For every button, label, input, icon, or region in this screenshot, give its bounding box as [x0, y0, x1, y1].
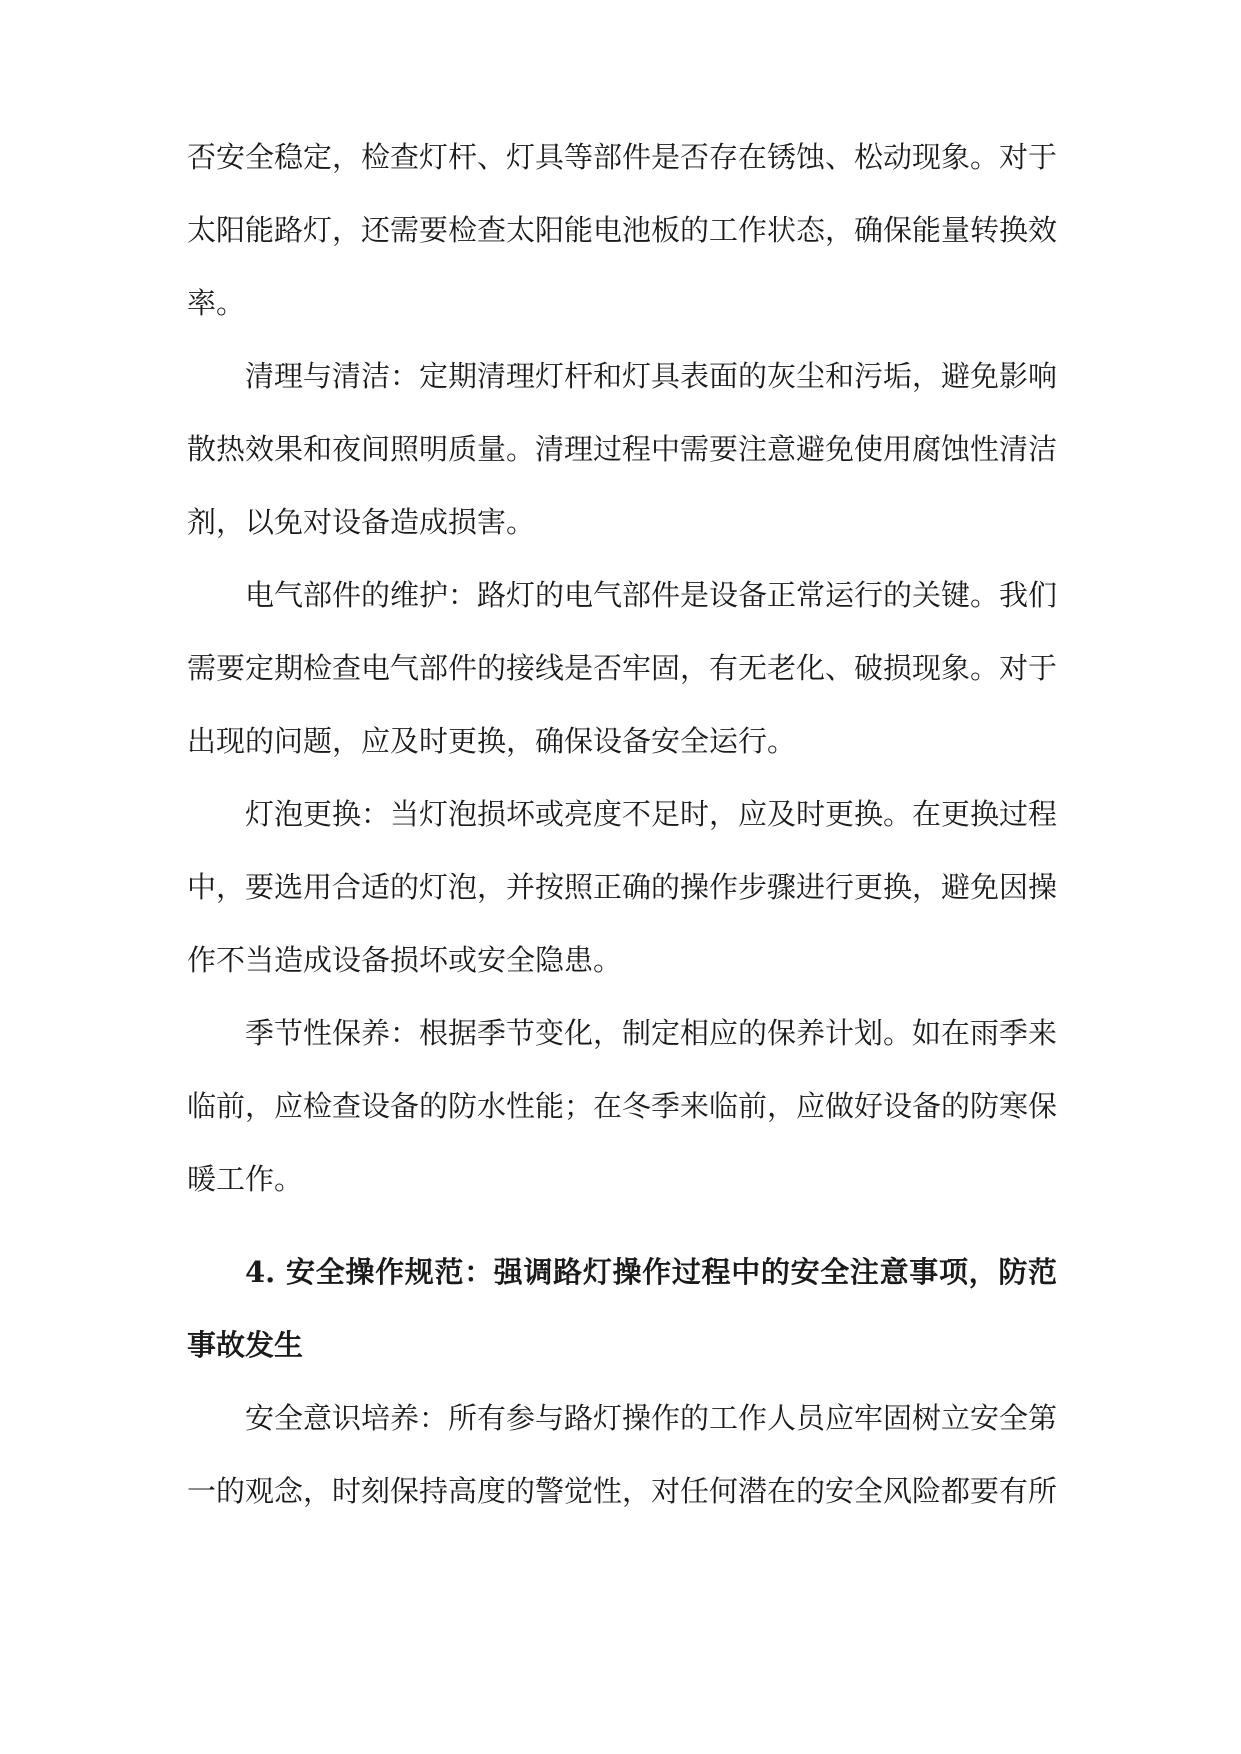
paragraph-4-line-2: 中，要选用合适的灯泡，并按照正确的操作步骤进行更换，避免因操 [187, 870, 1058, 904]
paragraph-3-line-1: 电气部件的维护：路灯的电气部件是设备正常运行的关键。我们 [245, 578, 1058, 612]
paragraph-1-line-3: 率。 [187, 286, 246, 320]
section-heading-line-2: 事故发生 [187, 1328, 304, 1362]
paragraph-3-line-3: 出现的问题，应及时更换，确保设备安全运行。 [187, 724, 797, 758]
paragraph-3-line-2: 需要定期检查电气部件的接线是否牢固，有无老化、破损现象。对于 [187, 651, 1058, 685]
paragraph-6-line-1: 安全意识培养：所有参与路灯操作的工作人员应牢固树立安全第 [245, 1401, 1058, 1435]
paragraph-1-line-1: 否安全稳定，检查灯杆、灯具等部件是否存在锈蚀、松动现象。对于 [187, 140, 1058, 174]
paragraph-5-line-3: 暖工作。 [187, 1162, 304, 1196]
paragraph-5-line-1: 季节性保养：根据季节变化，制定相应的保养计划。如在雨季来 [245, 1016, 1058, 1050]
paragraph-4-line-3: 作不当造成设备损坏或安全隐患。 [187, 943, 623, 977]
paragraph-1-line-2: 太阳能路灯，还需要检查太阳能电池板的工作状态，确保能量转换效 [187, 213, 1058, 247]
paragraph-5-line-2: 临前，应检查设备的防水性能；在冬季来临前，应做好设备的防寒保 [187, 1089, 1058, 1123]
paragraph-6-line-2: 一的观念，时刻保持高度的警觉性，对任何潜在的安全风险都要有所 [187, 1474, 1058, 1508]
paragraph-4-line-1: 灯泡更换：当灯泡损坏或亮度不足时，应及时更换。在更换过程 [245, 797, 1058, 831]
paragraph-2-line-3: 剂，以免对设备造成损害。 [187, 505, 536, 539]
paragraph-2-line-1: 清理与清洁：定期清理灯杆和灯具表面的灰尘和污垢，避免影响 [245, 359, 1058, 393]
section-heading-line-1: 4. 安全操作规范：强调路灯操作过程中的安全注意事项，防范 [245, 1255, 1057, 1289]
paragraph-2-line-2: 散热效果和夜间照明质量。清理过程中需要注意避免使用腐蚀性清洁 [187, 432, 1058, 466]
